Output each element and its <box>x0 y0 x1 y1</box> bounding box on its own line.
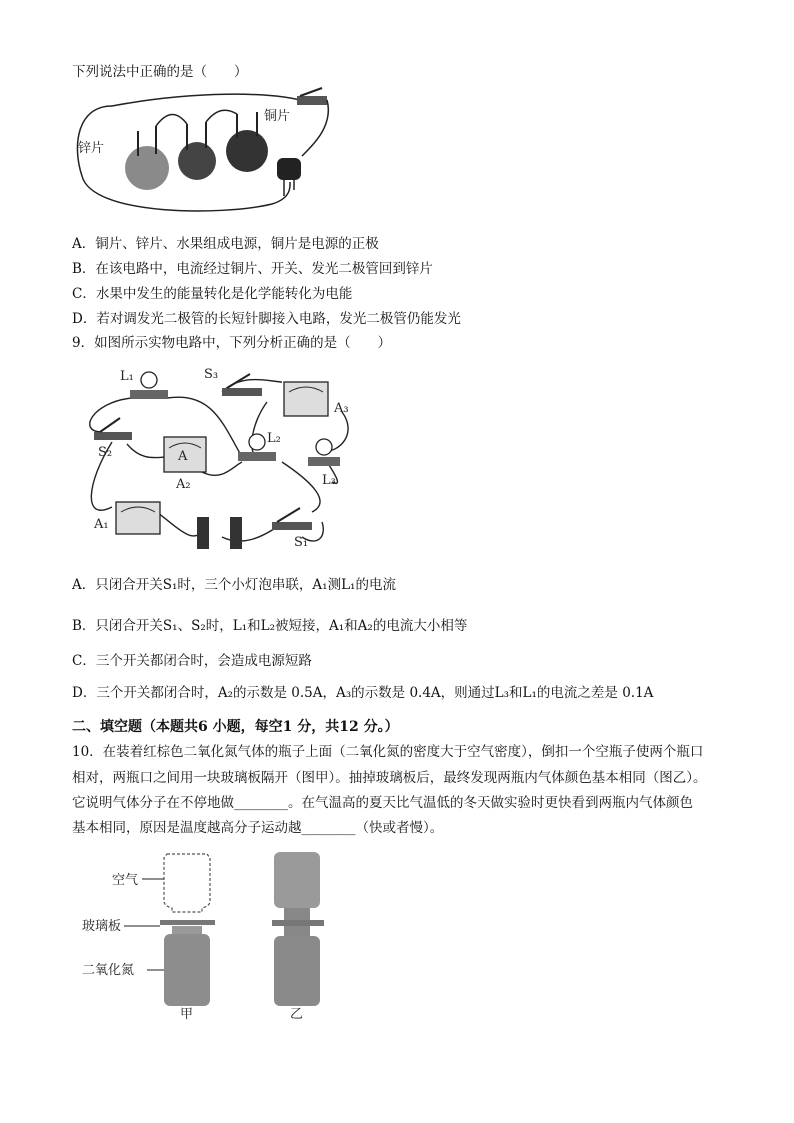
top-bottle-filled <box>274 852 320 908</box>
copper-label: 铜片 <box>264 109 291 124</box>
label-S1: S₁ <box>294 535 309 550</box>
switch-icon <box>222 388 262 396</box>
q10-line-3: 它说明气体分子在不停地做________。在气温高的夏天比气温低的冬天做实验时更快看到两瓶内气体颜色 <box>72 795 693 811</box>
q9-stem: 9．如图所示实物电路中，下列分析正确的是（ ） <box>72 335 392 351</box>
q8-option-c: C．水果中发生的能量转化是化学能转化为电能 <box>72 286 353 302</box>
switch-icon <box>297 96 327 105</box>
q9-option-c: C．三个开关都闭合时，会造成电源短路 <box>72 653 312 669</box>
led-icon <box>277 158 301 180</box>
zinc-label: 锌片 <box>78 141 105 156</box>
label-A: A <box>178 449 188 464</box>
bulb-icon <box>249 434 265 450</box>
fruit-2 <box>178 142 216 180</box>
q10-line-1: 10．在装着红棕色二氧化氮气体的瓶子上面（二氧化氮的密度大于空气密度），倒扣一个空瓶子使两个瓶口 <box>72 744 704 760</box>
label-A1: A₁ <box>94 517 109 532</box>
q10-line-2: 相对，两瓶口之间用一块玻璃板隔开（图甲）。抽掉玻璃板后，最终发现两瓶内气体颜色基本相同（图乙）。 <box>72 770 707 786</box>
switch-icon <box>94 432 132 440</box>
label-A3: A₃ <box>334 401 349 416</box>
fruit-1 <box>125 146 169 190</box>
q9-option-d: D．三个开关都闭合时，A₂的示数是 0.5A，A₃的示数是 0.4A，则通过L₃和L₁的电流之差是 0.1A <box>72 685 654 701</box>
q8-option-a: A．铜片、锌片、水果组成电源，铜片是电源的正极 <box>72 236 379 252</box>
q9-option-a: A．只闭合开关S₁时，三个小灯泡串联，A₁测L₁的电流 <box>72 577 396 593</box>
bulb-icon <box>141 372 157 388</box>
label-A2: A₂ <box>176 477 191 492</box>
battery-icon <box>197 517 209 549</box>
label-S2: S₂ <box>98 445 113 460</box>
glass-plate-label: 玻璃板 <box>82 919 122 934</box>
empty-bottle <box>164 854 210 912</box>
no2-label: 二氧化氮 <box>82 963 135 978</box>
fruit-3 <box>226 130 268 172</box>
label-L1: L₁ <box>120 369 134 384</box>
air-label: 空气 <box>112 873 139 888</box>
bottom-bottle-filled <box>274 936 320 1006</box>
label-S3: S₃ <box>204 367 219 382</box>
bulb-icon <box>316 439 332 455</box>
diffusion-figure <box>72 846 352 1021</box>
q8-option-d: D．若对调发光二极管的长短针脚接入电路，发光二极管仍能发光 <box>72 311 461 327</box>
circuit-figure <box>72 362 357 562</box>
q8-stem: 下列说法中正确的是（ ） <box>72 64 248 80</box>
label-L3: L₃ <box>322 473 336 488</box>
no2-bottle <box>164 934 210 1006</box>
glass-plate <box>160 920 215 925</box>
switch-icon <box>272 522 312 530</box>
q9-option-b: B．只闭合开关S₁、S₂时，L₁和L₂被短接，A₁和A₂的电流大小相等 <box>72 618 468 634</box>
fruit-battery-figure <box>72 86 342 216</box>
q10-line-4: 基本相同，原因是温度越高分子运动越________（快或者慢）。 <box>72 820 444 836</box>
section-heading: 二、填空题（本题共6 小题，每空1 分，共12 分。） <box>72 719 399 735</box>
yi-label: 乙 <box>290 1007 304 1021</box>
q8-option-b: B．在该电路中，电流经过铜片、开关、发光二极管回到锌片 <box>72 261 433 277</box>
label-L2: L₂ <box>267 431 281 446</box>
battery-icon <box>230 517 242 549</box>
jia-label: 甲 <box>180 1007 194 1021</box>
